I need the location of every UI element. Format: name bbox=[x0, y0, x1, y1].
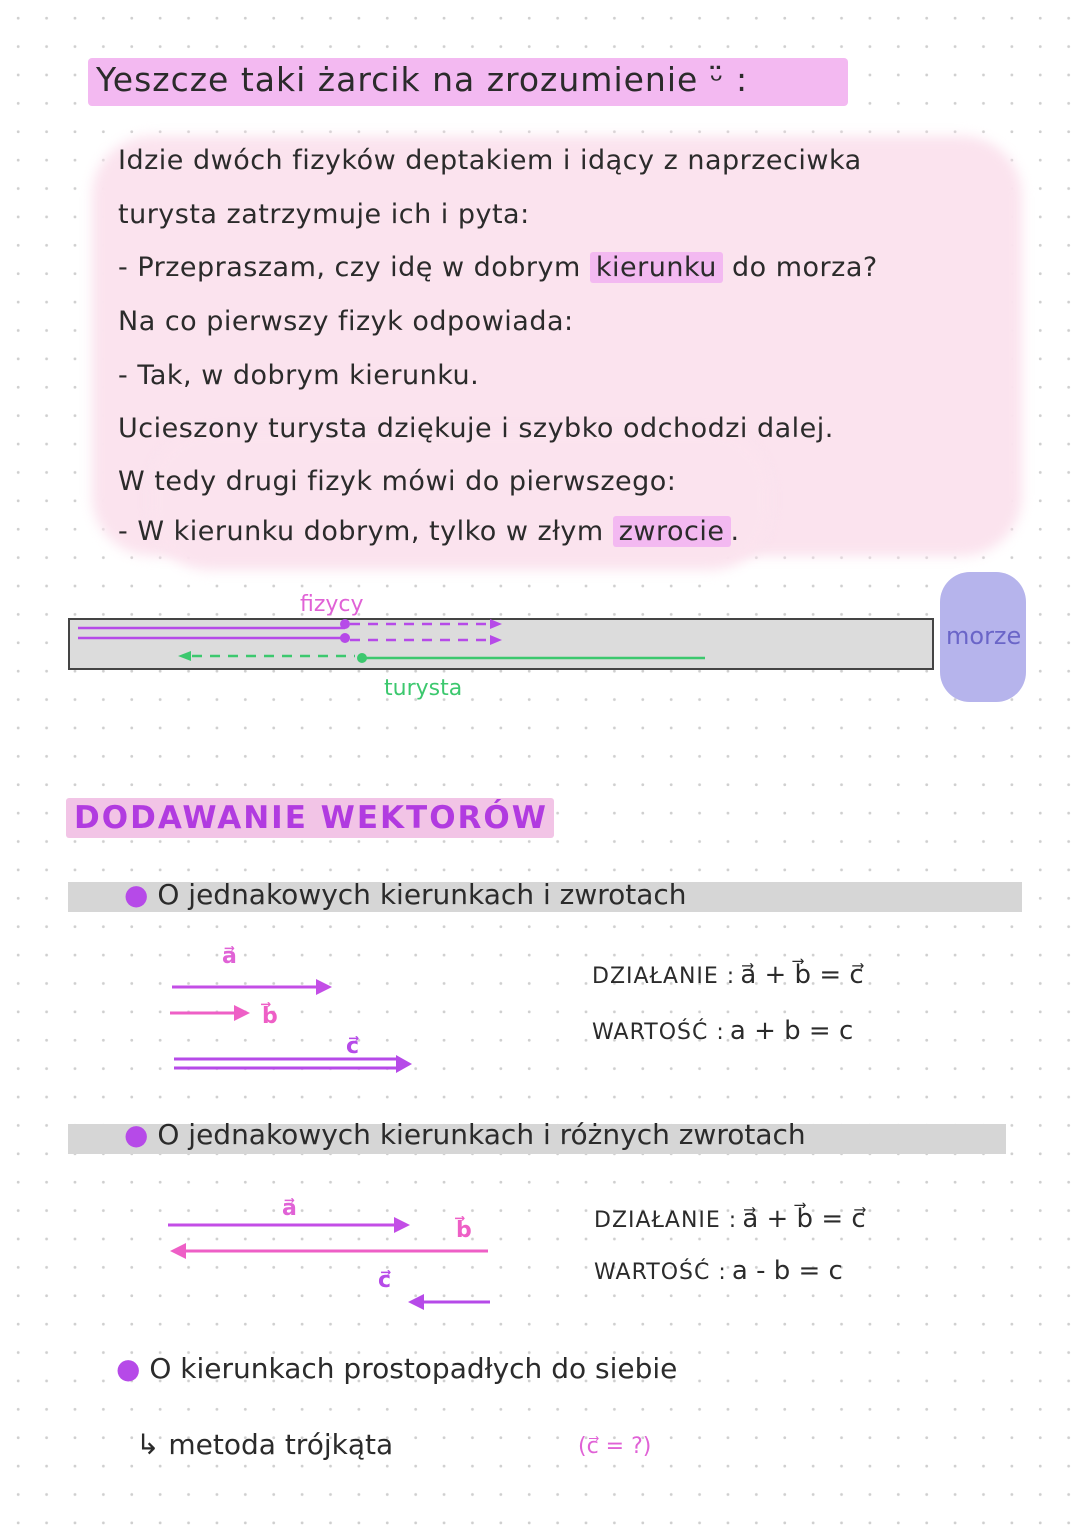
direction-arrows bbox=[0, 0, 1080, 720]
joke-punchline: - W kierunku dobrym, tylko w złym bbox=[118, 516, 604, 547]
case1-label-a: a⃗ bbox=[222, 944, 237, 969]
physicist-dot-2 bbox=[340, 633, 350, 643]
case1-vector-b-head bbox=[234, 1005, 250, 1021]
case2-vector-a-head bbox=[394, 1217, 410, 1233]
physicist-dot-1 bbox=[340, 619, 350, 629]
smiley-icon: ᵕ̈ : bbox=[709, 60, 749, 99]
case2-operation-label: DZIAŁANIE : bbox=[594, 1208, 738, 1233]
case1-value-label: WARTOŚĆ : bbox=[592, 1020, 725, 1045]
joke-line-6: Ucieszony turysta dziękuje i szybko odchodzi dalej. bbox=[118, 413, 834, 444]
physicist-arrowhead-2 bbox=[490, 635, 502, 645]
case2-operation bbox=[594, 1204, 866, 1234]
case2-heading bbox=[124, 1118, 806, 1151]
tourist-arrowhead bbox=[178, 651, 191, 661]
case1-vector-c-head bbox=[396, 1055, 412, 1073]
case1-operation-label: DZIAŁANIE : bbox=[592, 964, 736, 989]
case3-heading bbox=[116, 1352, 677, 1385]
case1-heading bbox=[124, 878, 687, 911]
case1-label-b: b⃗ bbox=[262, 1004, 278, 1029]
joke-line-1: Idzie dwóch fizyków deptakiem i idący z naprzeciwka bbox=[118, 145, 862, 176]
case1-operation-value: a⃗ + b⃗ = c⃗ bbox=[740, 960, 864, 990]
section-title: DODAWANIE WEKTORÓW bbox=[74, 800, 548, 836]
bullet-icon: ● bbox=[124, 878, 149, 911]
joke-line-4: Na co pierwszy fizyk odpowiada: bbox=[118, 306, 574, 337]
joke-line-2: turysta zatrzymuje ich i pyta: bbox=[118, 199, 530, 230]
case3-heading-text: O kierunkach prostopadłych do siebie bbox=[149, 1352, 678, 1385]
label-sea: morze bbox=[946, 622, 1022, 650]
case2-vector-b-head bbox=[170, 1243, 186, 1259]
joke-line-7: W tedy drugi fizyk mówi do pierwszego: bbox=[118, 466, 677, 497]
case1-operation bbox=[592, 960, 864, 990]
case3-method bbox=[136, 1428, 393, 1461]
label-physicists: fizycy bbox=[300, 592, 364, 617]
case1-value bbox=[592, 1016, 853, 1046]
case1-vector-a-head bbox=[316, 979, 332, 995]
case2-vector-c-head bbox=[408, 1294, 424, 1310]
label-tourist: turysta bbox=[384, 676, 463, 701]
return-arrow-icon: ↳ bbox=[136, 1428, 160, 1461]
highlight-zwrocie: zwrocie bbox=[613, 516, 731, 547]
case2-heading-text: O jednakowych kierunkach i różnych zwrotach bbox=[157, 1118, 806, 1151]
physicist-arrowhead-1 bbox=[490, 619, 502, 629]
case2-value-text: a - b = c bbox=[731, 1256, 843, 1286]
joke-question-end: do morza? bbox=[732, 252, 878, 283]
case1-value-text: a + b = c bbox=[729, 1016, 854, 1046]
case1-heading-text: O jednakowych kierunkach i zwrotach bbox=[157, 878, 687, 911]
highlight-kierunku: kierunku bbox=[590, 252, 723, 283]
case2-label-b: b⃗ bbox=[456, 1218, 472, 1243]
joke-line-5: - Tak, w dobrym kierunku. bbox=[118, 360, 480, 391]
case2-label-c: c⃗ bbox=[378, 1268, 392, 1293]
case2-operation-value: a⃗ + b⃗ = c⃗ bbox=[742, 1204, 866, 1234]
case3-method-text: metoda trójkąta bbox=[168, 1428, 394, 1461]
bullet-icon: ● bbox=[116, 1352, 141, 1385]
case2-label-a: a⃗ bbox=[282, 1196, 297, 1221]
case3-note: (c⃗ = ?) bbox=[578, 1434, 652, 1459]
bullet-icon: ● bbox=[124, 1118, 149, 1151]
case1-label-c: c⃗ bbox=[346, 1034, 360, 1059]
joke-question-start: - Przepraszam, czy idę w dobrym bbox=[118, 252, 581, 283]
case1-vectors bbox=[0, 940, 520, 1080]
case2-value bbox=[594, 1256, 843, 1286]
joke-period: . bbox=[730, 516, 740, 547]
case2-value-label: WARTOŚĆ : bbox=[594, 1260, 727, 1285]
tourist-dot bbox=[357, 653, 367, 663]
case2-vectors bbox=[0, 1190, 520, 1320]
title-text: Yeszcze taki żarcik na zrozumienie bbox=[96, 60, 699, 99]
